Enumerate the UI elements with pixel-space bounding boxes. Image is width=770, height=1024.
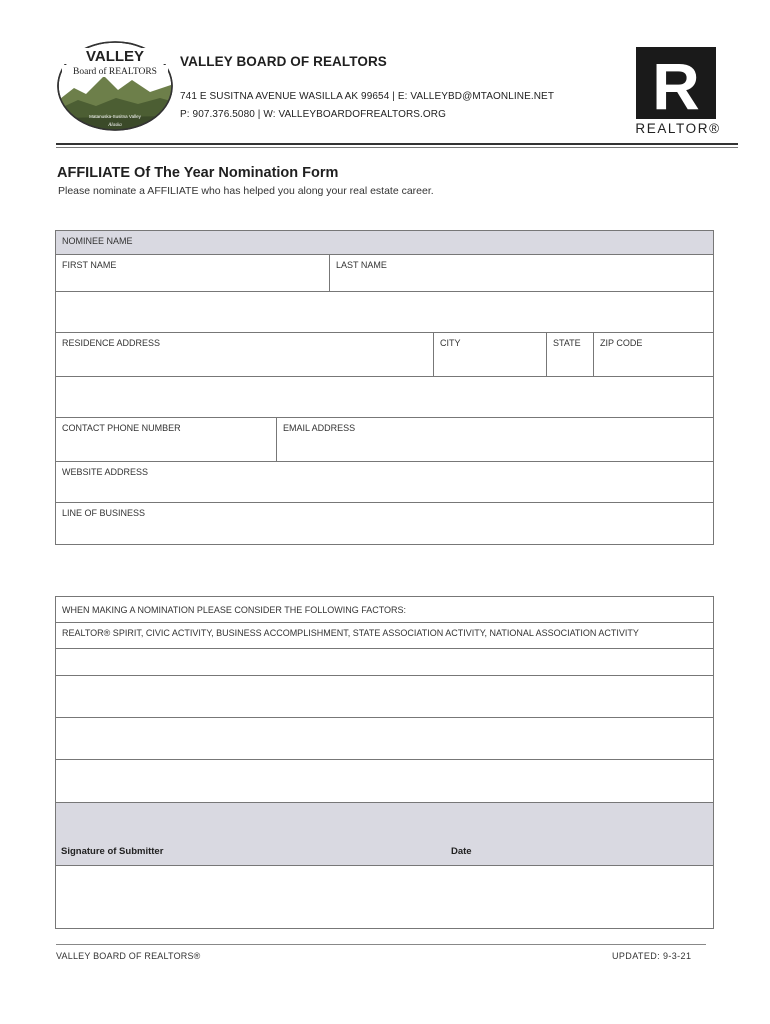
line-of-business-field[interactable] xyxy=(55,502,714,545)
nomination-text-line-2[interactable] xyxy=(55,675,714,718)
realtor-mark-letter: R xyxy=(652,49,700,123)
line-of-business-label: LINE OF BUSINESS xyxy=(62,508,146,518)
email-label: EMAIL ADDRESS xyxy=(283,423,356,433)
form-title: AFFILIATE Of The Year Nomination Form xyxy=(57,165,339,181)
factors-list-label: REALTOR® SPIRIT, CIVIC ACTIVITY, BUSINESS ACCOMPLISHMENT, STATE ASSOCIATION ACTIVITY, NATIONAL ASSOCIATION ACTIVITY xyxy=(62,628,639,638)
first-name-field[interactable] xyxy=(55,254,330,292)
factors-header-label: WHEN MAKING A NOMINATION PLEASE CONSIDER THE FOLLOWING FACTORS: xyxy=(62,605,407,615)
nomination-text-line-4[interactable] xyxy=(55,759,714,803)
footer-org-name: VALLEY BOARD OF REALTORS® xyxy=(56,951,201,961)
org-address-line: 741 E SUSITNA AVENUE WASILLA AK 99654 | E: VALLEYBD@MTAONLINE.NET xyxy=(180,91,555,102)
org-name: VALLEY BOARD OF REALTORS xyxy=(180,54,387,69)
factors-list-row xyxy=(55,622,714,649)
footer-updated-date: UPDATED: 9-3-21 xyxy=(612,951,692,961)
contact-phone-label: CONTACT PHONE NUMBER xyxy=(62,423,181,433)
form-subtitle: Please nominate a AFFILIATE who has helped you along your real estate career. xyxy=(58,185,434,197)
factors-header-row xyxy=(55,596,714,623)
signature-row[interactable] xyxy=(55,802,714,866)
zip-code-field[interactable] xyxy=(593,332,714,377)
logo-line1: VALLEY xyxy=(85,48,145,65)
logo-line3: Matanuska-Susitna Valley xyxy=(89,114,141,119)
website-field[interactable] xyxy=(55,461,714,503)
header-divider xyxy=(56,143,738,145)
valley-board-logo xyxy=(56,40,174,132)
last-name-label: LAST NAME xyxy=(336,260,387,270)
city-field[interactable] xyxy=(433,332,547,377)
nominee-name-label: NOMINEE NAME xyxy=(62,236,133,246)
website-label: WEBSITE ADDRESS xyxy=(62,467,149,477)
nomination-text-line-3[interactable] xyxy=(55,717,714,760)
nomination-text-line-1[interactable] xyxy=(55,648,714,676)
realtor-r-logo xyxy=(636,47,716,127)
address-spacer-row xyxy=(55,376,714,418)
signature-label: Signature of Submitter xyxy=(61,846,164,857)
residence-address-field[interactable] xyxy=(55,332,434,377)
realtor-wordmark: REALTOR® xyxy=(635,121,721,136)
first-name-label: FIRST NAME xyxy=(62,260,117,270)
signature-spacer-row xyxy=(55,865,714,929)
footer-divider xyxy=(56,944,706,945)
zip-code-label: ZIP CODE xyxy=(600,338,643,348)
date-label: Date xyxy=(451,846,472,857)
residence-address-label: RESIDENCE ADDRESS xyxy=(62,338,161,348)
last-name-field[interactable] xyxy=(329,254,714,292)
email-field[interactable] xyxy=(276,417,714,462)
logo-line4: Alaska xyxy=(108,123,122,128)
header-divider-thin xyxy=(56,147,738,148)
nominee-name-header xyxy=(55,230,714,255)
state-field[interactable] xyxy=(546,332,594,377)
contact-phone-field[interactable] xyxy=(55,417,277,462)
city-label: CITY xyxy=(440,338,461,348)
state-label: STATE xyxy=(553,338,581,348)
org-phone-line: P: 907.376.5080 | W: VALLEYBOARDOFREALTORS.ORG xyxy=(180,109,447,120)
logo-line2: Board of REALTORS xyxy=(73,67,157,77)
name-spacer-row xyxy=(55,291,714,333)
